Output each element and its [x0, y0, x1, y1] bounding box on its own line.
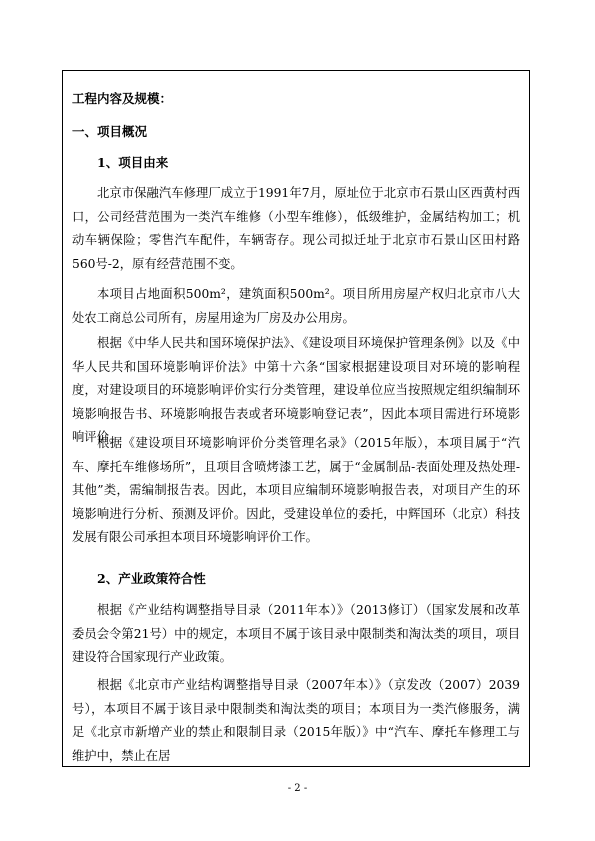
- paragraph: 根据《建设项目环境影响评价分类管理名录》（2015年版），本项目属于“汽车、摩托车维修场所”，且项目含喷烤漆工艺，属于“金属制品-表面处理及热处理-其他”类，需编制报告表。因此，本项目应编制环境影响报告表，对项目产生的环境影响进行分析、预测及评价。因此，受建设单位的委托，中辉国环（北京）科技发展有限公司承担本项目环境影响评价工作。: [72, 436, 520, 545]
- paragraph: 本项目占地面积500m²，建筑面积500m²。项目所用房屋产权归北京市八大处农工商总公司所有，房屋用途为厂房及办公用房。: [72, 287, 520, 325]
- paragraph: 根据《中华人民共和国环境保护法》、《建设项目环境保护管理条例》以及《中华人民共和国环境影响评价法》中第十六条“国家根据建设项目对环境的影响程度，对建设项目的环境影响评价实行分类管理，建设单位应当按照规定组织编制环境影响报告书、环境影响报告表或者环境影响登记表”，因此本项目需进行环境影响评价。: [72, 336, 520, 445]
- heading-project-overview: 一、项目概况: [72, 124, 148, 139]
- paragraph: 北京市保融汽车修理厂成立于1991年7月，原址位于北京市石景山区西黄村西口，公司经营范围为一类汽车维修（小型车维修），低级维护，金属结构加工；机动车辆保险；零售汽车配件，车辆寄存。现公司拟迁址于北京市石景山区田村路560号-2，原有经营范围不变。: [72, 186, 520, 271]
- heading-project-origin: 1、项目由来: [97, 155, 169, 170]
- page-number: - 2 -: [287, 783, 308, 794]
- heading-industrial-policy: 2、产业政策符合性: [97, 571, 206, 586]
- paragraph: 根据《北京市产业结构调整指导目录（2007年本）》（京发改（2007）2039号），本项目不属于该目录中限制类和淘汰类的项目；本项目为一类汽修服务，满足《北京市新增产业的禁止和限制目录（2015年版）》中“汽车、摩托车修理工与维护中，禁止在居: [72, 678, 520, 763]
- section-title: 工程内容及规模：: [72, 91, 173, 106]
- paragraph: 根据《产业结构调整指导目录（2011年本）》（2013修订）（国家发展和改革委员会令第21号）中的规定，本项目不属于该目录中限制类和淘汰类的项目，项目建设符合国家现行产业政策。: [72, 603, 520, 665]
